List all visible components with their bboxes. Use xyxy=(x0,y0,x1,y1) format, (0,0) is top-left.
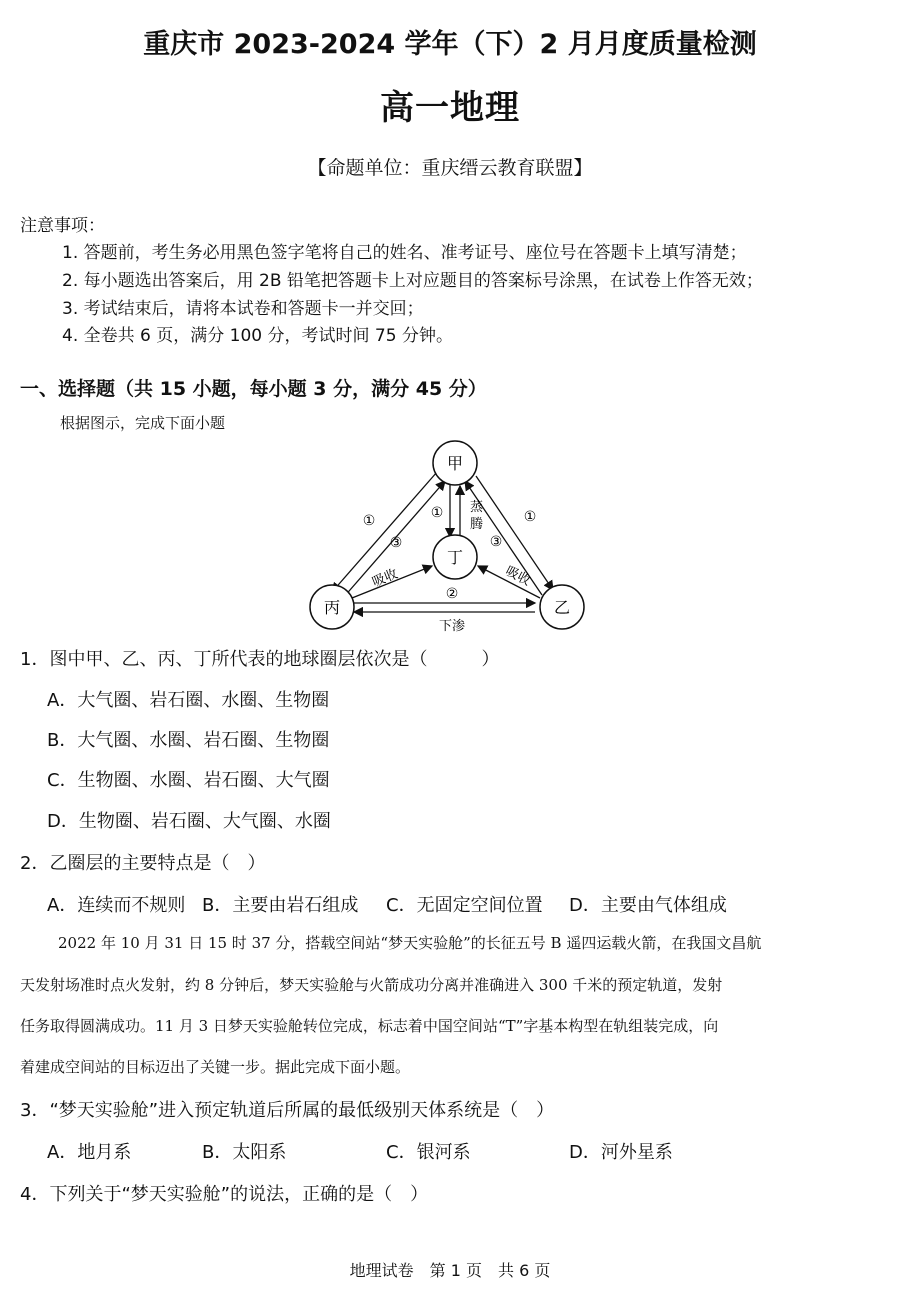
exam-subject: 高一地理 xyxy=(380,88,520,128)
label-xishou-left: 吸收 xyxy=(370,566,401,591)
label-circle1-left: ① xyxy=(362,513,376,529)
notice-item: 4. 全卷共 6 页，满分 100 分，考试时间 75 分钟。 xyxy=(62,326,453,346)
node-yi-label: 乙 xyxy=(553,598,571,617)
passage-line: 任务取得圆满成功。11 月 3 日梦天实验舱转位完成，标志着中国空间站“T”字基本构型在轨组装完成，向 xyxy=(20,1017,719,1035)
question-2-option-d: D．主要由气体组成 xyxy=(569,895,727,916)
question-2-stem: 2．乙圈层的主要特点是（ ） xyxy=(20,853,266,874)
label-xishou-right: 吸收 xyxy=(502,563,533,590)
exam-title: 重庆市 2023-2024 学年（下）2 月月度质量检测 xyxy=(143,29,757,60)
label-xiashen: 下渗 xyxy=(438,619,466,634)
passage-line: 2022 年 10 月 31 日 15 时 37 分，搭载空间站“梦天实验舱”的长征五号 B 遥四运载火箭，在我国文昌航 xyxy=(58,934,762,952)
question-1-option-a: A．大气圈、岩石圈、水圈、生物圈 xyxy=(47,690,330,711)
passage-line: 着建成空间站的目标迈出了关键一步。据此完成下面小题。 xyxy=(20,1058,411,1076)
label-circle2: ② xyxy=(445,586,459,602)
label-circle1-mid: ① xyxy=(430,505,444,521)
question-3-stem: 3．“梦天实验舱”进入预定轨道后所属的最低级别天体系统是（ ） xyxy=(20,1100,555,1121)
label-zhengteng-1: 蒸 xyxy=(470,500,484,515)
question-1-option-c: C．生物圈、水圈、岩石圈、大气圈 xyxy=(47,770,330,791)
question-2-option-c: C．无固定空间位置 xyxy=(386,895,543,916)
question-2-option-a: A．连续而不规则 xyxy=(47,895,186,916)
question-3-option-b: B．太阳系 xyxy=(202,1142,287,1163)
question-4-stem: 4．下列关于“梦天实验舱”的说法，正确的是（ ） xyxy=(20,1184,429,1205)
node-ding-label: 丁 xyxy=(446,548,464,567)
sphere-cycle-diagram xyxy=(290,436,600,636)
question-1-option-b: B．大气圈、水圈、岩石圈、生物圈 xyxy=(47,730,330,751)
notice-item: 3. 考试结束后，请将本试卷和答题卡一并交回； xyxy=(62,299,424,319)
node-bing-label: 丙 xyxy=(323,598,341,617)
label-circle3-left: ③ xyxy=(389,535,403,551)
notice-item: 1. 答题前，考生务必用黑色签字笔将自己的姓名、准考证号、座位号在答题卡上填写清楚； xyxy=(62,243,747,263)
section-intro: 根据图示，完成下面小题 xyxy=(60,414,226,432)
label-zhengteng-2: 腾 xyxy=(470,517,484,532)
node-jia-label: 甲 xyxy=(446,454,464,473)
notice-item: 2. 每小题选出答案后，用 2B 铅笔把答题卡上对应题目的答案标号涂黑，在试卷上作答无效； xyxy=(62,271,763,291)
label-circle3-right: ③ xyxy=(489,534,503,550)
question-2-option-b: B．主要由岩石组成 xyxy=(202,895,359,916)
notice-heading: 注意事项： xyxy=(20,216,105,236)
question-3-option-c: C．银河系 xyxy=(386,1142,471,1163)
exam-unit: 【命题单位：重庆缙云教育联盟】 xyxy=(307,157,593,179)
question-1-option-d: D．生物圈、岩石圈、大气圈、水圈 xyxy=(47,811,331,832)
page-footer: 地理试卷 第 1 页 共 6 页 xyxy=(349,1261,551,1280)
question-1-stem: 1．图中甲、乙、丙、丁所代表的地球圈层依次是（ ） xyxy=(20,649,500,670)
question-3-option-a: A．地月系 xyxy=(47,1142,132,1163)
label-circle1-right: ① xyxy=(523,509,537,525)
section-heading: 一、选择题（共 15 小题，每小题 3 分，满分 45 分） xyxy=(20,378,487,400)
passage-line: 天发射场准时点火发射，约 8 分钟后，梦天实验舱与火箭成功分离并准确进入 300 千米的预定轨道，发射 xyxy=(20,976,723,994)
question-3-option-d: D．河外星系 xyxy=(569,1142,673,1163)
